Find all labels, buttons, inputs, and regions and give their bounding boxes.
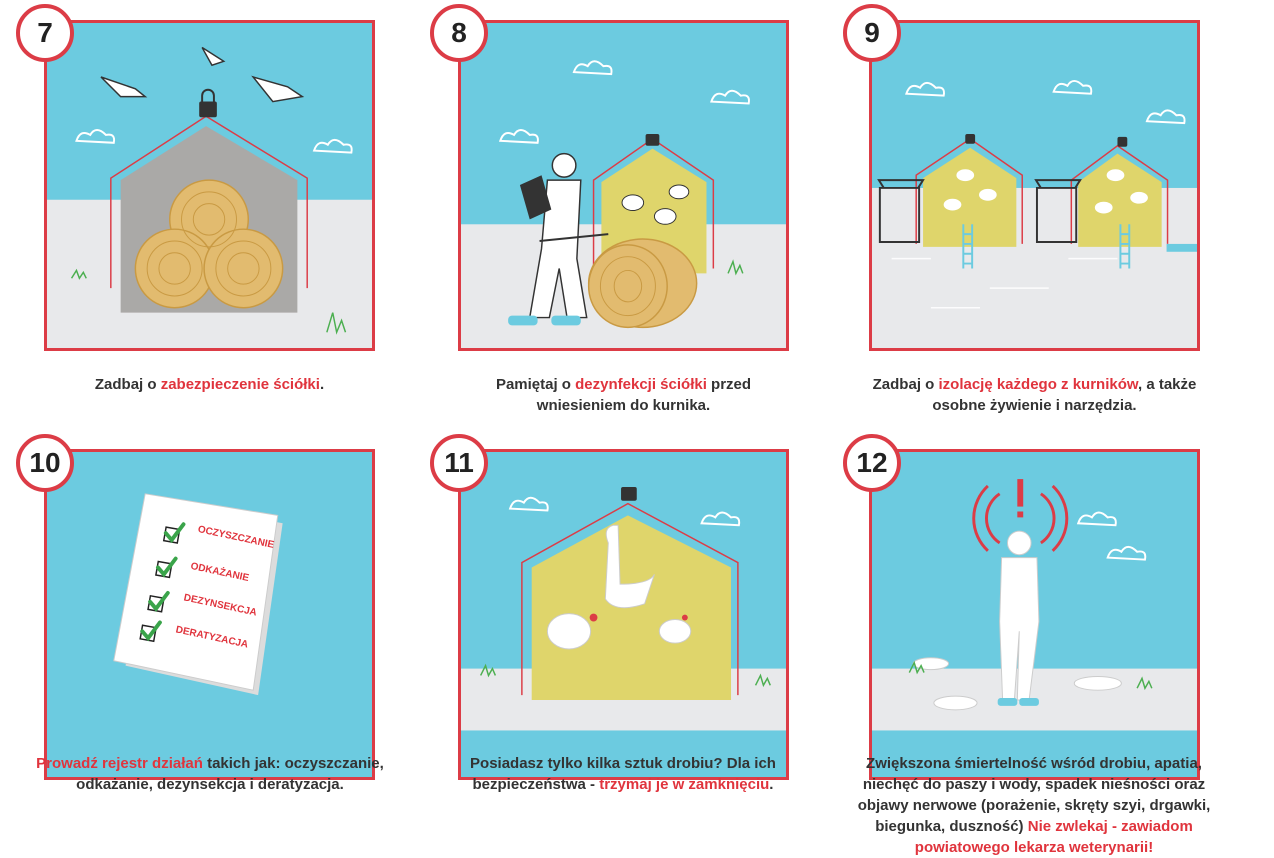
caption-text: Pamiętaj o	[495, 376, 576, 393]
panel-step-12	[869, 449, 1200, 780]
step-10-badge	[16, 434, 74, 492]
step-number: 8	[451, 17, 467, 48]
caption-text-end: przed wniesieniem do kurnika.	[536, 376, 752, 414]
caption-highlight: Prowadź rejestr działań	[36, 755, 203, 772]
step-9-badge	[843, 4, 901, 62]
step-7-badge	[16, 4, 74, 62]
caption-text: Zadbaj o	[872, 376, 939, 393]
coop-isolation-illustration	[872, 23, 1197, 348]
caption-highlight: Nie zwlekaj - zawiadom powiatowego lekarza weterynarii!	[914, 818, 1193, 856]
caption-text: Zadbaj o	[94, 376, 161, 393]
step-9-caption	[869, 374, 1200, 416]
caption-text-end: , a także osobne żywienie i narzędzia.	[932, 376, 1197, 414]
step-12-caption	[848, 753, 1220, 858]
caption-text-end: takich jak: oczyszczanie, odkażanie, dezynsekcja i deratyzacja.	[76, 755, 384, 793]
caption-text-end: .	[319, 376, 325, 393]
step-number: 7	[37, 17, 53, 48]
step-7-caption	[44, 374, 375, 395]
checklist-item-cleaning: OCZYSZCZANIE	[196, 524, 276, 551]
caption-highlight: dezynfekcji ściółki	[575, 376, 707, 393]
report-to-vet-illustration	[872, 452, 1197, 733]
step-number: 11	[444, 447, 474, 478]
panel-step-8	[458, 20, 789, 351]
step-number: 9	[864, 17, 880, 48]
step-8-badge	[430, 4, 488, 62]
checklist-item-disinfection: ODKAŻANIE	[189, 560, 250, 585]
caption-text: Posiadasz tylko kilka sztuk drobiu? Dla ich bezpieczeństwa -	[470, 755, 776, 793]
panel-step-7	[44, 20, 375, 351]
step-11-badge	[430, 434, 488, 492]
register-document-illustration	[47, 452, 372, 733]
step-number: 10	[29, 447, 61, 478]
caption-highlight: zabezpieczenie ściółki	[160, 376, 320, 393]
step-8-caption	[458, 374, 789, 416]
litter-protection-illustration	[47, 23, 372, 348]
panel-step-11	[458, 449, 789, 780]
step-number: 12	[856, 447, 888, 478]
step-12-badge	[843, 434, 901, 492]
caption-text-end: .	[769, 776, 774, 793]
keep-poultry-enclosed-illustration	[461, 452, 786, 733]
caption-highlight: izolację każdego z kurników	[938, 376, 1138, 393]
disinfection-illustration	[461, 23, 786, 348]
step-11-caption	[448, 753, 798, 795]
panel-step-10	[44, 449, 375, 780]
step-10-caption	[30, 753, 390, 795]
checklist-item-rodent-control: DERATYZACJA	[174, 624, 250, 651]
caption-text: Zwiększona śmiertelność wśród drobiu, apatia, niechęć do paszy i wody, spadek nieśności oraz objawy nerwowe (porażenie, skręty szyi, drgawki, biegunka, duszność)	[857, 755, 1211, 835]
checklist-item-insect-control: DEZYNSEKCJA	[182, 592, 258, 619]
panel-step-9	[869, 20, 1200, 351]
caption-highlight: trzymaj je w zamknięciu	[599, 776, 770, 793]
